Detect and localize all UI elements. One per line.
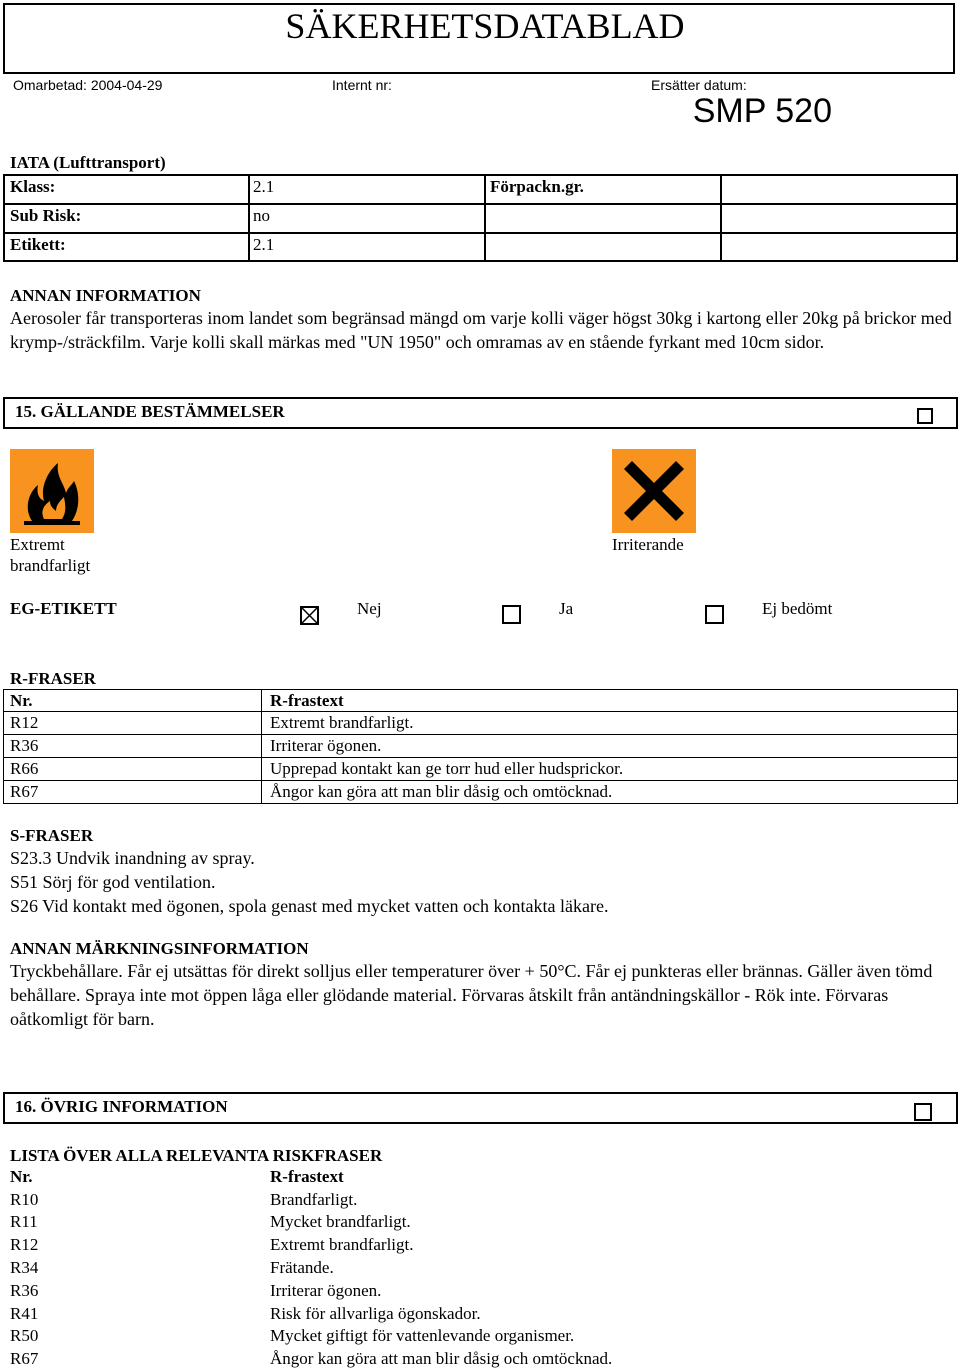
label-info-heading: ANNAN MÄRKNINGSINFORMATION — [10, 939, 309, 958]
product-name: SMP 520 — [692, 92, 832, 130]
s-phrases-heading: S-FRASER — [10, 826, 94, 845]
label-info-text: Tryckbehållare. Får ej utsättas för direkt solljus eller temperaturer över + 50°C. Får ej punkteras eller brännas. Gäller även tömd behållare. Spraya inte mot öppen låga eller glödande material. Förvaras åtskilt från antändningskällor - Rök inte. Förvaras oåtkomligt för barn. — [10, 961, 933, 1029]
table-row — [3, 712, 958, 735]
phrase-nr: R66 — [10, 759, 39, 778]
table-row — [3, 1211, 958, 1234]
etikett-label: Etikett: — [10, 235, 66, 254]
col-nr-header: Nr. — [10, 1167, 33, 1186]
phrase-text: Irriterar ögonen. — [270, 736, 382, 755]
table-row — [3, 735, 958, 758]
flammable-symbol — [10, 449, 94, 533]
risk-list-heading: LISTA ÖVER ALLA RELEVANTA RISKFRASER — [10, 1146, 383, 1165]
phrase-nr: R34 — [10, 1258, 39, 1277]
table-row — [3, 781, 958, 804]
phrase-text: Extremt brandfarligt. — [270, 1235, 414, 1254]
iata-heading: IATA (Lufttransport) — [10, 153, 166, 172]
option-ja-label: Ja — [559, 599, 574, 618]
flammable-label: Extremt brandfarligt — [10, 535, 91, 575]
s-phrase: S23.3 Undvik inandning av spray. — [10, 848, 255, 868]
option-ja-checkbox[interactable] — [502, 605, 521, 624]
col-divider — [261, 758, 262, 780]
revised-date: Omarbetad: 2004-04-29 — [13, 77, 163, 93]
internal-number: Internt nr: — [332, 77, 392, 93]
phrase-nr: R67 — [10, 782, 39, 801]
s-phrase: S26 Vid kontakt med ögonen, spola genast med mycket vatten och kontakta läkare. — [10, 896, 609, 916]
phrase-nr: R41 — [10, 1304, 39, 1323]
phrase-nr: R36 — [10, 736, 39, 755]
phrase-nr: R10 — [10, 1190, 39, 1209]
table-header-row — [3, 1166, 958, 1189]
irritant-label: Irriterande — [612, 535, 684, 554]
phrase-text: Ångor kan göra att man blir dåsig och omtöcknad. — [270, 1349, 613, 1368]
phrase-nr: R12 — [10, 1235, 39, 1254]
iata-row-divider — [5, 203, 956, 205]
flame-icon — [10, 449, 94, 533]
iata-row-divider — [5, 232, 956, 234]
option-nej-label: Nej — [357, 599, 382, 618]
phrase-text: Brandfarligt. — [270, 1190, 358, 1209]
page-title: SÄKERHETSDATABLAD — [285, 6, 685, 46]
other-info-heading: ANNAN INFORMATION — [10, 286, 201, 305]
section-15-checkbox[interactable] — [917, 408, 933, 424]
other-info-text: Aerosoler får transporteras inom landet som begränsad mängd om varje kolli väger högst 30kg i kartong eller 20kg på brickor med krymp-/sträckfilm. Varje kolli skall märkas med "UN 1950" och omramas av en stående fyrkant med 10cm sidor. — [10, 308, 952, 352]
table-row — [3, 1303, 958, 1326]
saltire-icon — [612, 449, 696, 533]
phrase-text: Extremt brandfarligt. — [270, 713, 414, 732]
col-text-header: R-frastext — [270, 691, 344, 710]
subrisk-label: Sub Risk: — [10, 206, 82, 225]
phrase-text: Irriterar ögonen. — [270, 1281, 382, 1300]
section-16-heading: 16. ÖVRIG INFORMATION — [15, 1097, 228, 1116]
iata-table — [3, 174, 958, 262]
irritant-symbol — [612, 449, 696, 533]
section-15-heading: 15. GÄLLANDE BESTÄMMELSER — [15, 402, 285, 421]
subrisk-value: no — [253, 206, 270, 225]
table-row — [3, 1234, 958, 1257]
s-phrase: S51 Sörj för god ventilation. — [10, 872, 216, 892]
phrase-text: Upprepad kontakt kan ge torr hud eller hudsprickor. — [270, 759, 624, 778]
section-16-checkbox[interactable] — [914, 1103, 932, 1121]
table-row — [3, 758, 958, 781]
col-divider — [261, 735, 262, 757]
table-row — [3, 1189, 958, 1212]
iata-divider — [484, 176, 486, 260]
phrase-text: Mycket giftigt för vattenlevande organismer. — [270, 1326, 575, 1345]
table-header-row — [3, 689, 958, 712]
phrase-nr: R50 — [10, 1326, 39, 1345]
option-ej-bedomt-checkbox[interactable] — [705, 605, 724, 624]
klass-label: Klass: — [10, 177, 56, 196]
table-row — [3, 1257, 958, 1280]
table-row — [3, 1280, 958, 1303]
phrase-nr: R11 — [10, 1212, 38, 1231]
klass-value: 2.1 — [253, 177, 275, 196]
iata-divider — [248, 176, 250, 260]
phrase-text: Frätande. — [270, 1258, 334, 1277]
col-nr-header: Nr. — [10, 691, 33, 710]
r-phrases-heading: R-FRASER — [10, 669, 96, 688]
packing-group-label: Förpackn.gr. — [490, 177, 584, 196]
phrase-text: Ångor kan göra att man blir dåsig och omtöcknad. — [270, 782, 613, 801]
phrase-text: Risk för allvarliga ögonskador. — [270, 1304, 481, 1323]
col-divider — [261, 690, 262, 711]
etikett-value: 2.1 — [253, 235, 275, 254]
col-divider — [261, 712, 262, 734]
iata-divider — [720, 176, 722, 260]
eg-label: EG-ETIKETT — [10, 599, 117, 618]
phrase-nr: R67 — [10, 1349, 39, 1368]
replaces-date: Ersätter datum: — [651, 77, 747, 93]
checkmark-cross-icon — [302, 608, 317, 623]
table-row — [3, 1325, 958, 1348]
phrase-text: Mycket brandfarligt. — [270, 1212, 411, 1231]
col-divider — [261, 781, 262, 803]
option-ej-bedomt-label: Ej bedömt — [762, 599, 833, 618]
table-row — [3, 1348, 958, 1371]
phrase-nr: R36 — [10, 1281, 39, 1300]
option-nej-checkbox[interactable] — [300, 606, 319, 625]
phrase-nr: R12 — [10, 713, 39, 732]
col-text-header: R-frastext — [270, 1167, 344, 1186]
